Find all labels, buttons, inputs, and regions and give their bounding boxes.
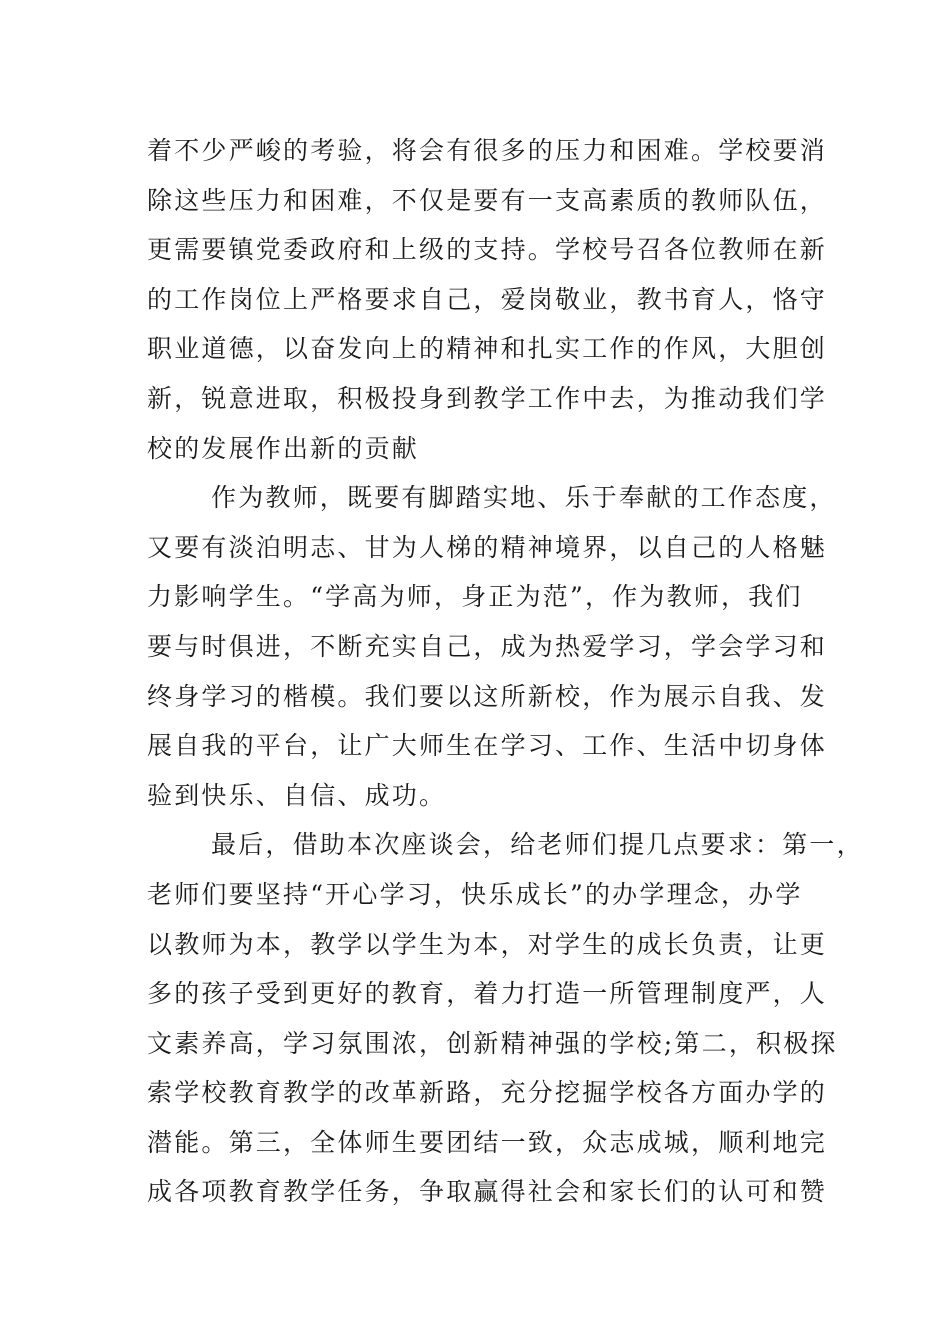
paragraph-2-line-3: 力影响学生。“学高为师，身正为范”，作为教师，我们 (147, 582, 803, 612)
paragraph-3-line-1: 最后，借助本次座谈会，给老师们提几点要求：第一， (211, 830, 864, 860)
paragraph-1-line-3: 更需要镇党委政府和上级的支持。学校号召各位教师在新 (147, 235, 828, 265)
paragraph-2-line-4: 要与时俱进，不断充实自己，成为热爱学习，学会学习和 (147, 631, 828, 661)
document-body (147, 126, 864, 1217)
paragraph-2-line-6: 展自我的平台，让广大师生在学习、工作、生活中切身体 (147, 731, 828, 761)
paragraph-2-line-1: 作为教师，既要有脚踏实地、乐于奉献的工作态度， (211, 483, 837, 513)
paragraph-1-line-7: 校的发展作出新的贡献 (147, 433, 420, 463)
paragraph-1-line-6: 新，锐意进取，积极投身到教学工作中去，为推动我们学 (147, 383, 828, 413)
paragraph-1-line-4: 的工作岗位上严格要求自己，爱岗敬业，教书育人，恪守 (147, 284, 828, 314)
paragraph-3-line-6: 索学校教育教学的改革新路，充分挖掘学校各方面办学的 (147, 1078, 828, 1108)
paragraph-1-line-1: 着不少严峻的考验，将会有很多的压力和困难。学校要消 (147, 136, 828, 165)
paragraph-1-line-2: 除这些压力和困难，不仅是要有一支高素质的教师队伍， (147, 185, 828, 215)
paragraph-3-line-7: 潜能。第三，全体师生要团结一致，众志成城，顺利地完 (147, 1127, 828, 1157)
paragraph-3-line-8: 成各项教育教学任务，争取赢得社会和家长们的认可和赞 (147, 1177, 828, 1207)
paragraph-2-line-5: 终身学习的楷模。我们要以这所新校，作为展示自我、发 (147, 681, 828, 711)
paragraph-3-line-2: 老师们要坚持“开心学习，快乐成长”的办学理念，办学 (147, 879, 803, 909)
paragraph-1-line-5: 职业道德，以奋发向上的精神和扎实工作的作风，大胆创 (147, 334, 828, 364)
paragraph-2-line-2: 又要有淡泊明志、甘为人梯的精神境界，以自己的人格魅 (147, 532, 828, 562)
paragraph-2-line-7: 验到快乐、自信、成功。 (147, 780, 447, 810)
paragraph-3-line-5: 文素养高，学习氛围浓，创新精神强的学校;第二，积极探 (147, 1028, 838, 1058)
paragraph-3-line-4: 多的孩子受到更好的教育，着力打造一所管理制度严，人 (147, 979, 828, 1009)
paragraph-3-line-3: 以教师为本，教学以学生为本，对学生的成长负责，让更 (147, 929, 828, 959)
